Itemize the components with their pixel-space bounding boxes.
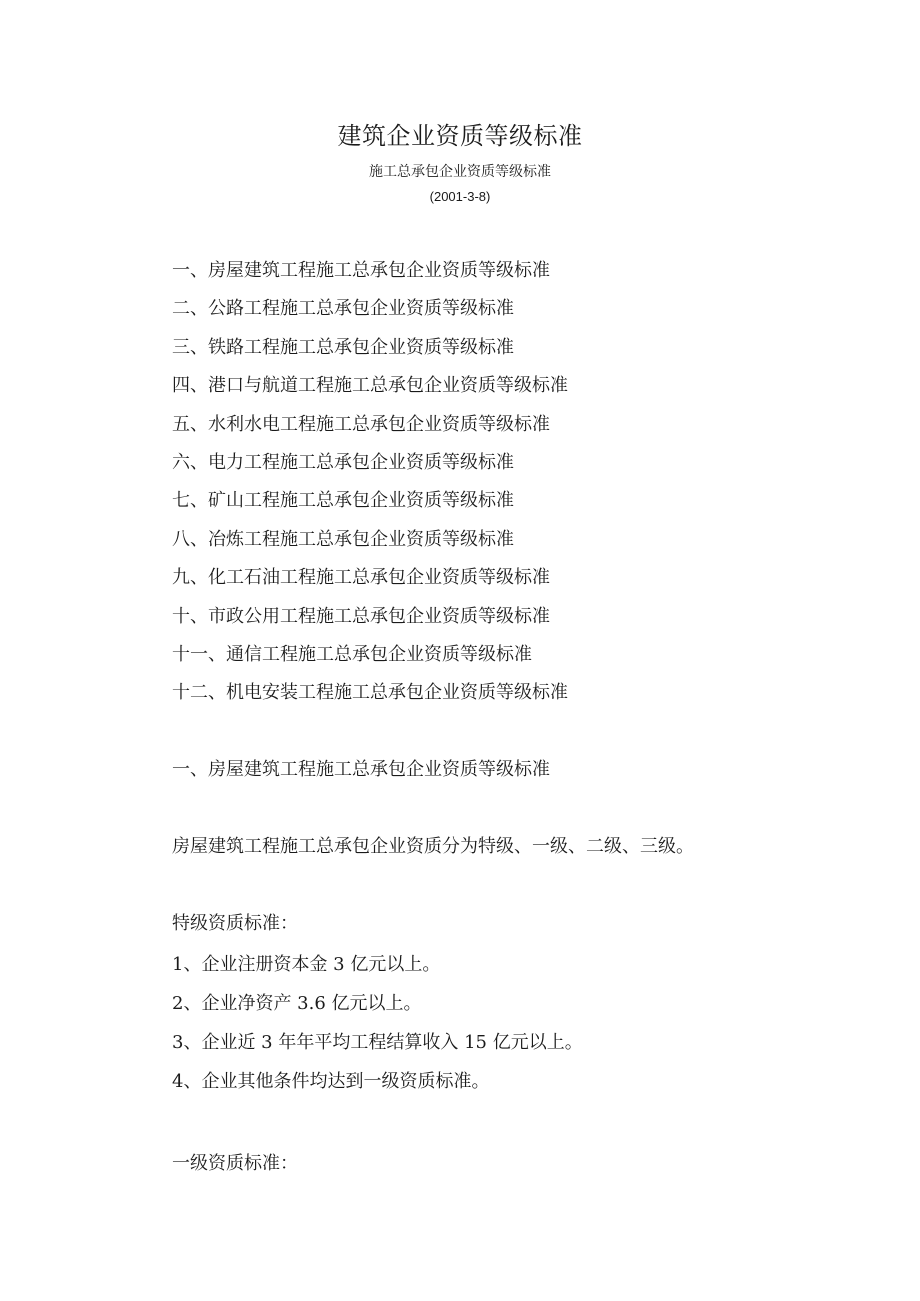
toc-item: 六、电力工程施工总承包企业资质等级标准: [172, 451, 514, 473]
requirement-item: 3、企业近 3 年年平均工程结算收入 15 亿元以上。: [172, 1032, 583, 1053]
toc-item: 八、冶炼工程施工总承包企业资质等级标准: [172, 528, 514, 550]
table-of-contents: [172, 258, 872, 719]
requirement-item: 4、企业其他条件均达到一级资质标准。: [172, 1071, 490, 1092]
toc-item: 九、化工石油工程施工总承包企业资质等级标准: [172, 567, 550, 589]
requirement-item: 2、企业净资产 3.6 亿元以上。: [172, 993, 422, 1014]
toc-item: 一、房屋建筑工程施工总承包企业资质等级标准: [172, 260, 550, 281]
section-intro: 房屋建筑工程施工总承包企业资质分为特级、一级、二级、三级。: [172, 836, 694, 857]
toc-item: 三、铁路工程施工总承包企业资质等级标准: [172, 336, 514, 358]
toc-item: 十二、机电安装工程施工总承包企业资质等级标准: [172, 682, 568, 704]
toc-item: 四、港口与航道工程施工总承包企业资质等级标准: [172, 375, 568, 397]
section-heading: 一、房屋建筑工程施工总承包企业资质等级标准: [172, 759, 550, 780]
special-grade-requirements: [172, 952, 583, 1108]
toc-item: 二、公路工程施工总承包企业资质等级标准: [172, 298, 514, 320]
toc-item: 七、矿山工程施工总承包企业资质等级标准: [172, 490, 514, 512]
toc-item: 十一、通信工程施工总承包企业资质等级标准: [172, 643, 532, 665]
requirement-item: 1、企业注册资本金 3 亿元以上。: [172, 954, 441, 975]
document-title: 建筑企业资质等级标准: [337, 122, 583, 150]
toc-item: 五、水利水电工程施工总承包企业资质等级标准: [172, 413, 550, 435]
level1-grade-heading: 一级资质标准：: [172, 1153, 298, 1174]
special-grade-heading: 特级资质标准：: [172, 913, 298, 934]
document-date: (2001-3-8): [429, 189, 491, 204]
toc-item: 十、市政公用工程施工总承包企业资质等级标准: [172, 605, 550, 627]
document-subtitle: 施工总承包企业资质等级标准: [369, 164, 551, 180]
